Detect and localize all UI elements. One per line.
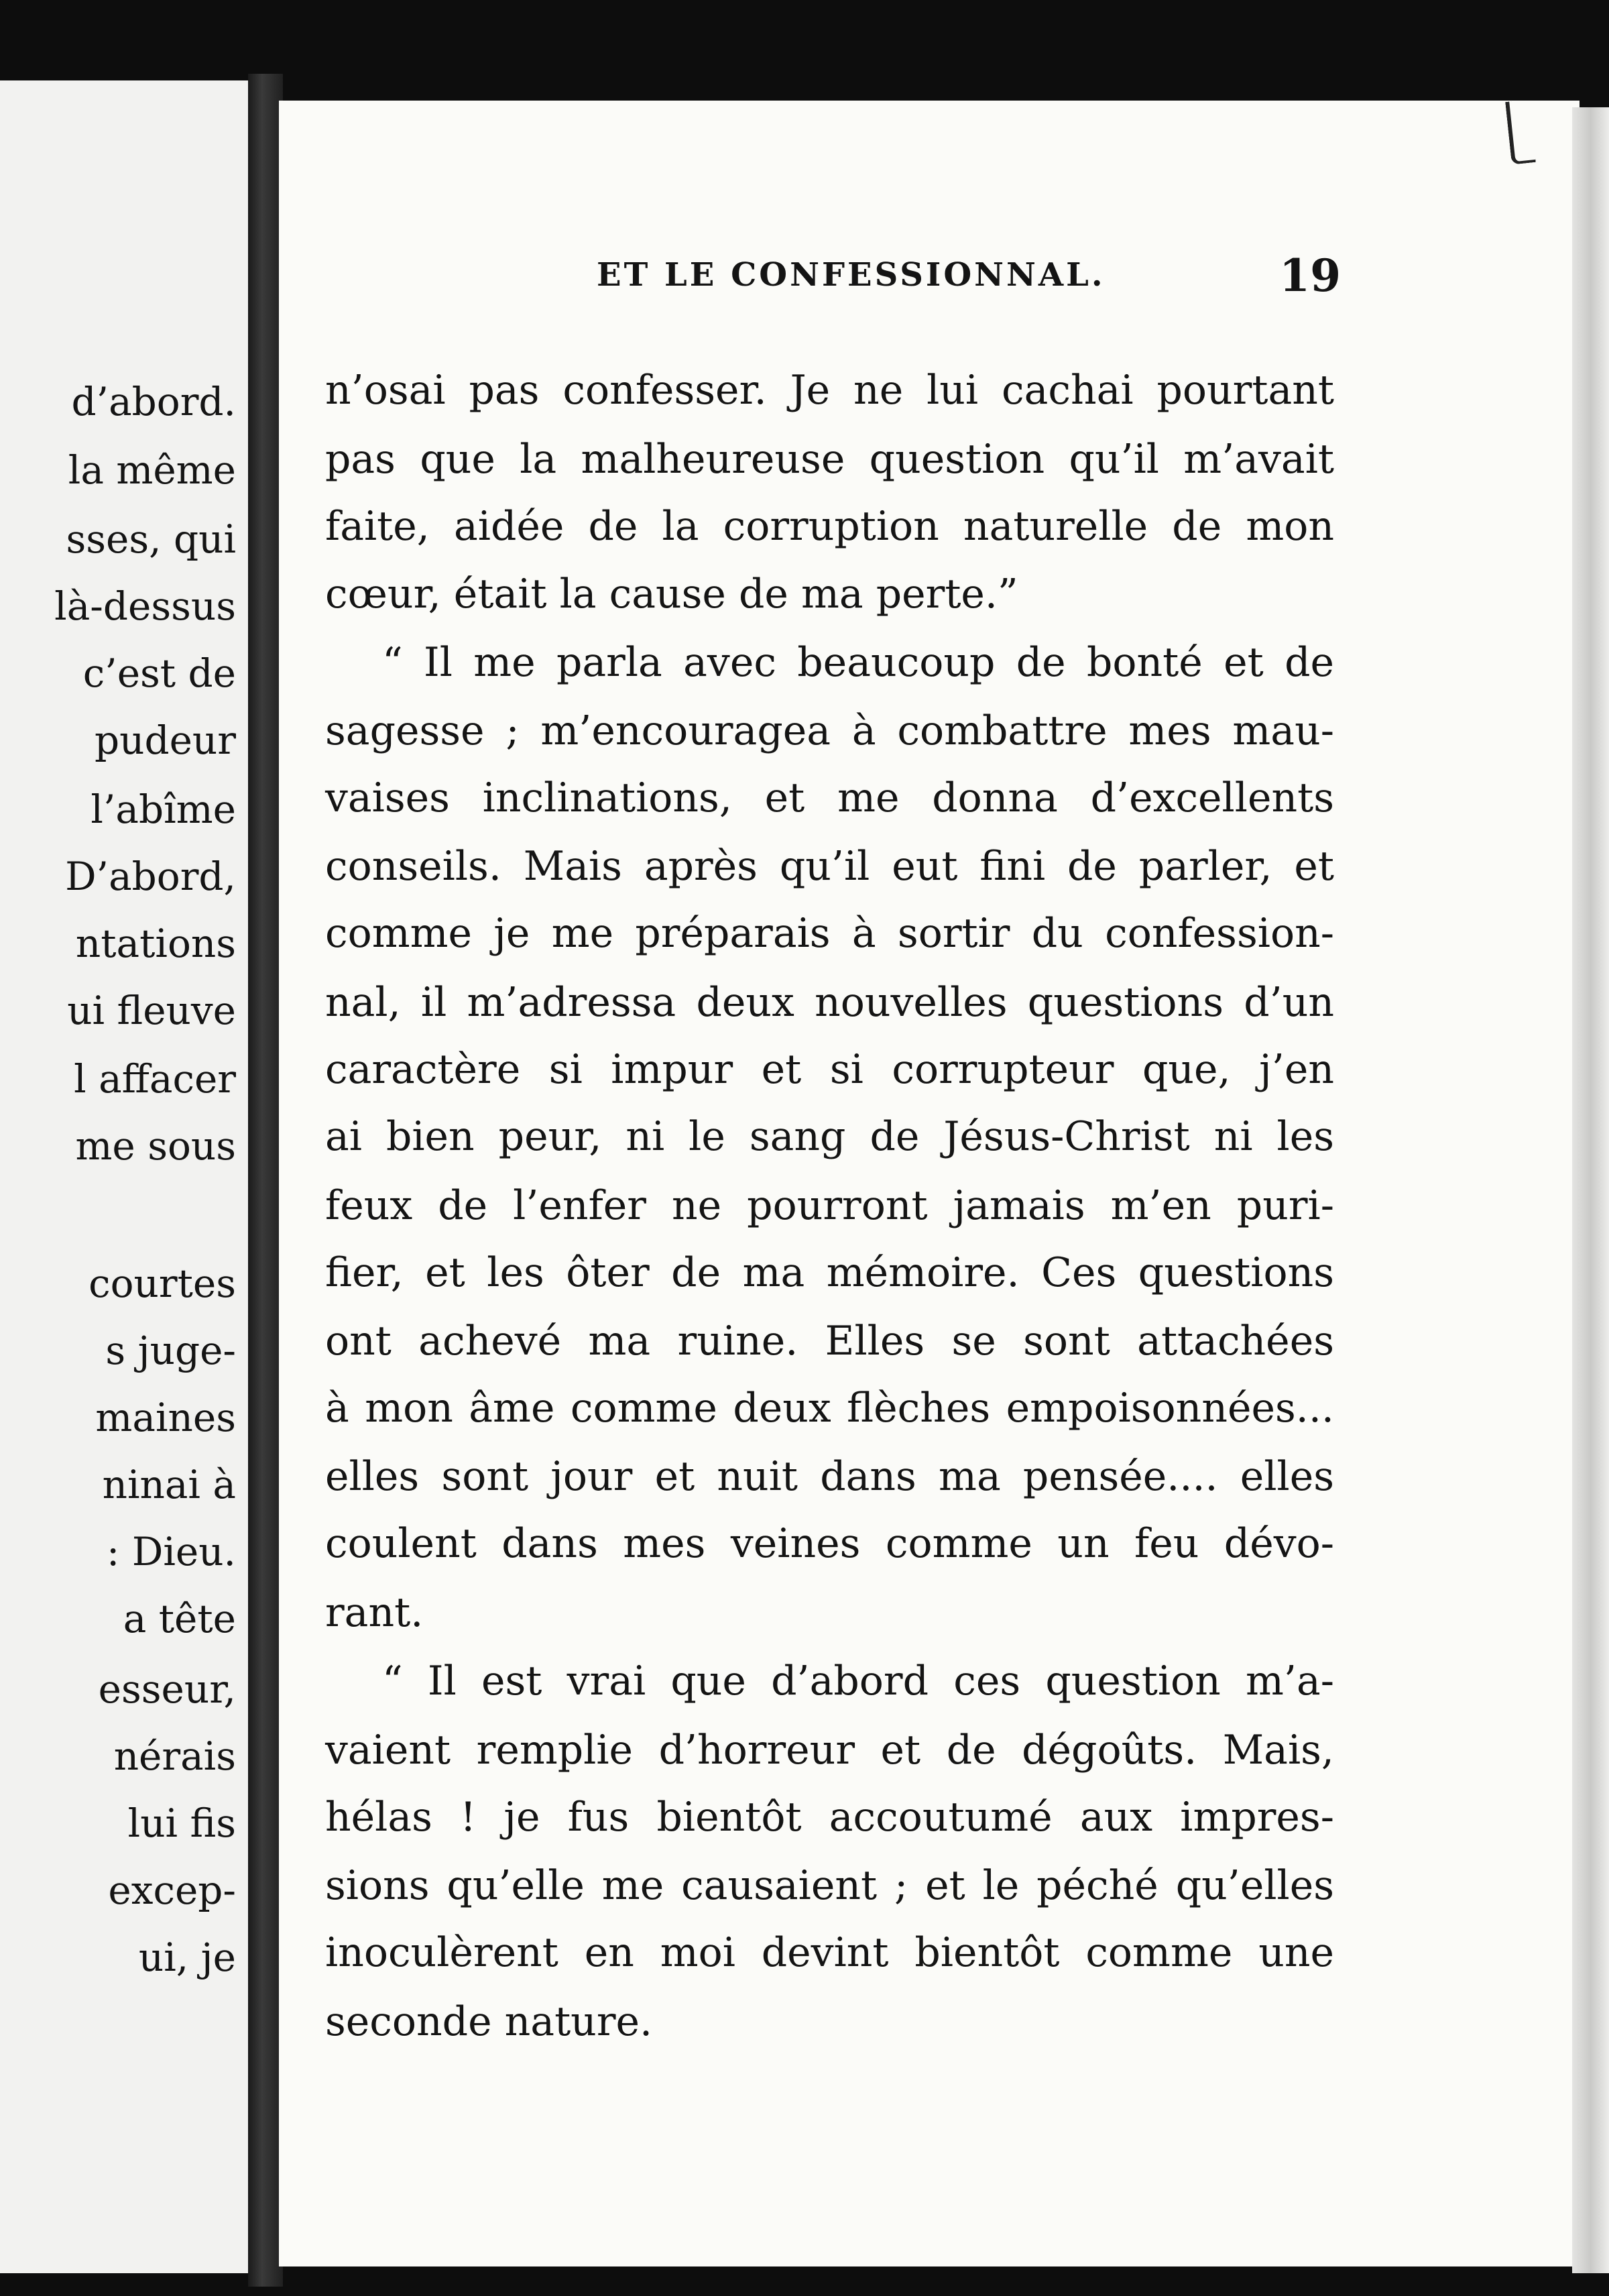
body-line: ai bien peur, ni le sang de Jésus-Christ ni les <box>325 1113 1334 1160</box>
body-line: “ Il est vrai que d’abord ces question m’a- <box>382 1658 1334 1705</box>
body-line: cœur, était la cause de ma perte.” <box>325 571 1018 618</box>
body-line: inoculèrent en moi devint bientôt comme une <box>325 1929 1334 1976</box>
body-line: feux de l’enfer ne pourront jamais m’en puri- <box>325 1182 1334 1229</box>
body-line: elles sont jour et nuit dans ma pensée.... elles <box>325 1453 1334 1500</box>
left-page-line: : Dieu. <box>106 1529 236 1574</box>
body-line: comme je me préparais à sortir du confession- <box>325 910 1334 957</box>
body-line: vaises inclinations, et me donna d’excellents <box>325 774 1334 821</box>
left-page-fragment <box>0 80 248 2273</box>
left-page-line: ui fleuve <box>67 988 236 1033</box>
body-line: n’osai pas confesser. Je ne lui cachai pourtant <box>325 367 1334 414</box>
body-line: “ Il me parla avec beaucoup de bonté et de <box>382 639 1334 686</box>
left-page-line: D’abord, <box>65 854 236 899</box>
body-line: ont achevé ma ruine. Elles se sont attachées <box>325 1318 1334 1365</box>
left-page-line: excep- <box>108 1868 236 1913</box>
body-line: hélas ! je fus bientôt accoutumé aux impres- <box>325 1794 1334 1841</box>
body-line: nal, il m’adressa deux nouvelles questions d’un <box>325 979 1334 1026</box>
page-edges <box>1572 107 1609 2273</box>
left-page-line: l affacer <box>74 1056 236 1102</box>
left-page-line: courtes <box>88 1261 236 1306</box>
left-page-line: maines <box>95 1395 236 1440</box>
body-line: sions qu’elle me causaient ; et le péché qu’elles <box>325 1862 1334 1909</box>
body-line: seconde nature. <box>325 1998 653 2045</box>
body-line: vaient remplie d’horreur et de dégoûts. Mais, <box>325 1727 1334 1774</box>
left-page-line: nérais <box>113 1733 236 1779</box>
body-line: faite, aidée de la corruption naturelle de mon <box>325 503 1334 550</box>
left-page-line: ntations <box>75 921 236 966</box>
book-gutter <box>248 74 283 2287</box>
body-line: sagesse ; m’encouragea à combattre mes mau- <box>325 707 1334 754</box>
body-line: fier, et les ôter de ma mémoire. Ces questions <box>325 1249 1334 1296</box>
left-page-line: pudeur <box>94 718 236 763</box>
body-line: à mon âme comme deux flèches empoisonnées... <box>325 1385 1334 1432</box>
left-page-line: esseur, <box>98 1666 236 1712</box>
left-page-line: l’abîme <box>91 787 236 832</box>
body-line: caractère si impur et si corrupteur que, j’en <box>325 1046 1334 1093</box>
left-page-line: ninai à <box>102 1462 236 1507</box>
left-page-line: là-dessus <box>54 583 236 629</box>
left-page-line: s juge- <box>105 1328 236 1373</box>
left-page-line: a tête <box>123 1596 236 1642</box>
body-line: pas que la malheureuse question qu’il m’avait <box>325 436 1334 483</box>
body-line: rant. <box>325 1589 424 1636</box>
left-page-line: ui, je <box>138 1935 236 1980</box>
page-number: 19 <box>1279 249 1341 302</box>
body-line: conseils. Mais après qu’il eut fini de parler, et <box>325 843 1334 890</box>
left-page-line: la même <box>68 447 236 493</box>
left-page-line: d’abord. <box>71 379 236 424</box>
left-page-line: me sous <box>75 1123 236 1169</box>
left-page-line: lui fis <box>127 1800 236 1846</box>
body-line: coulent dans mes veines comme un feu dévo- <box>325 1520 1334 1567</box>
left-page-line: c’est de <box>82 650 236 696</box>
left-page-line: sses, qui <box>66 516 236 562</box>
running-title: ET LE CONFESSIONNAL. <box>597 256 1106 294</box>
